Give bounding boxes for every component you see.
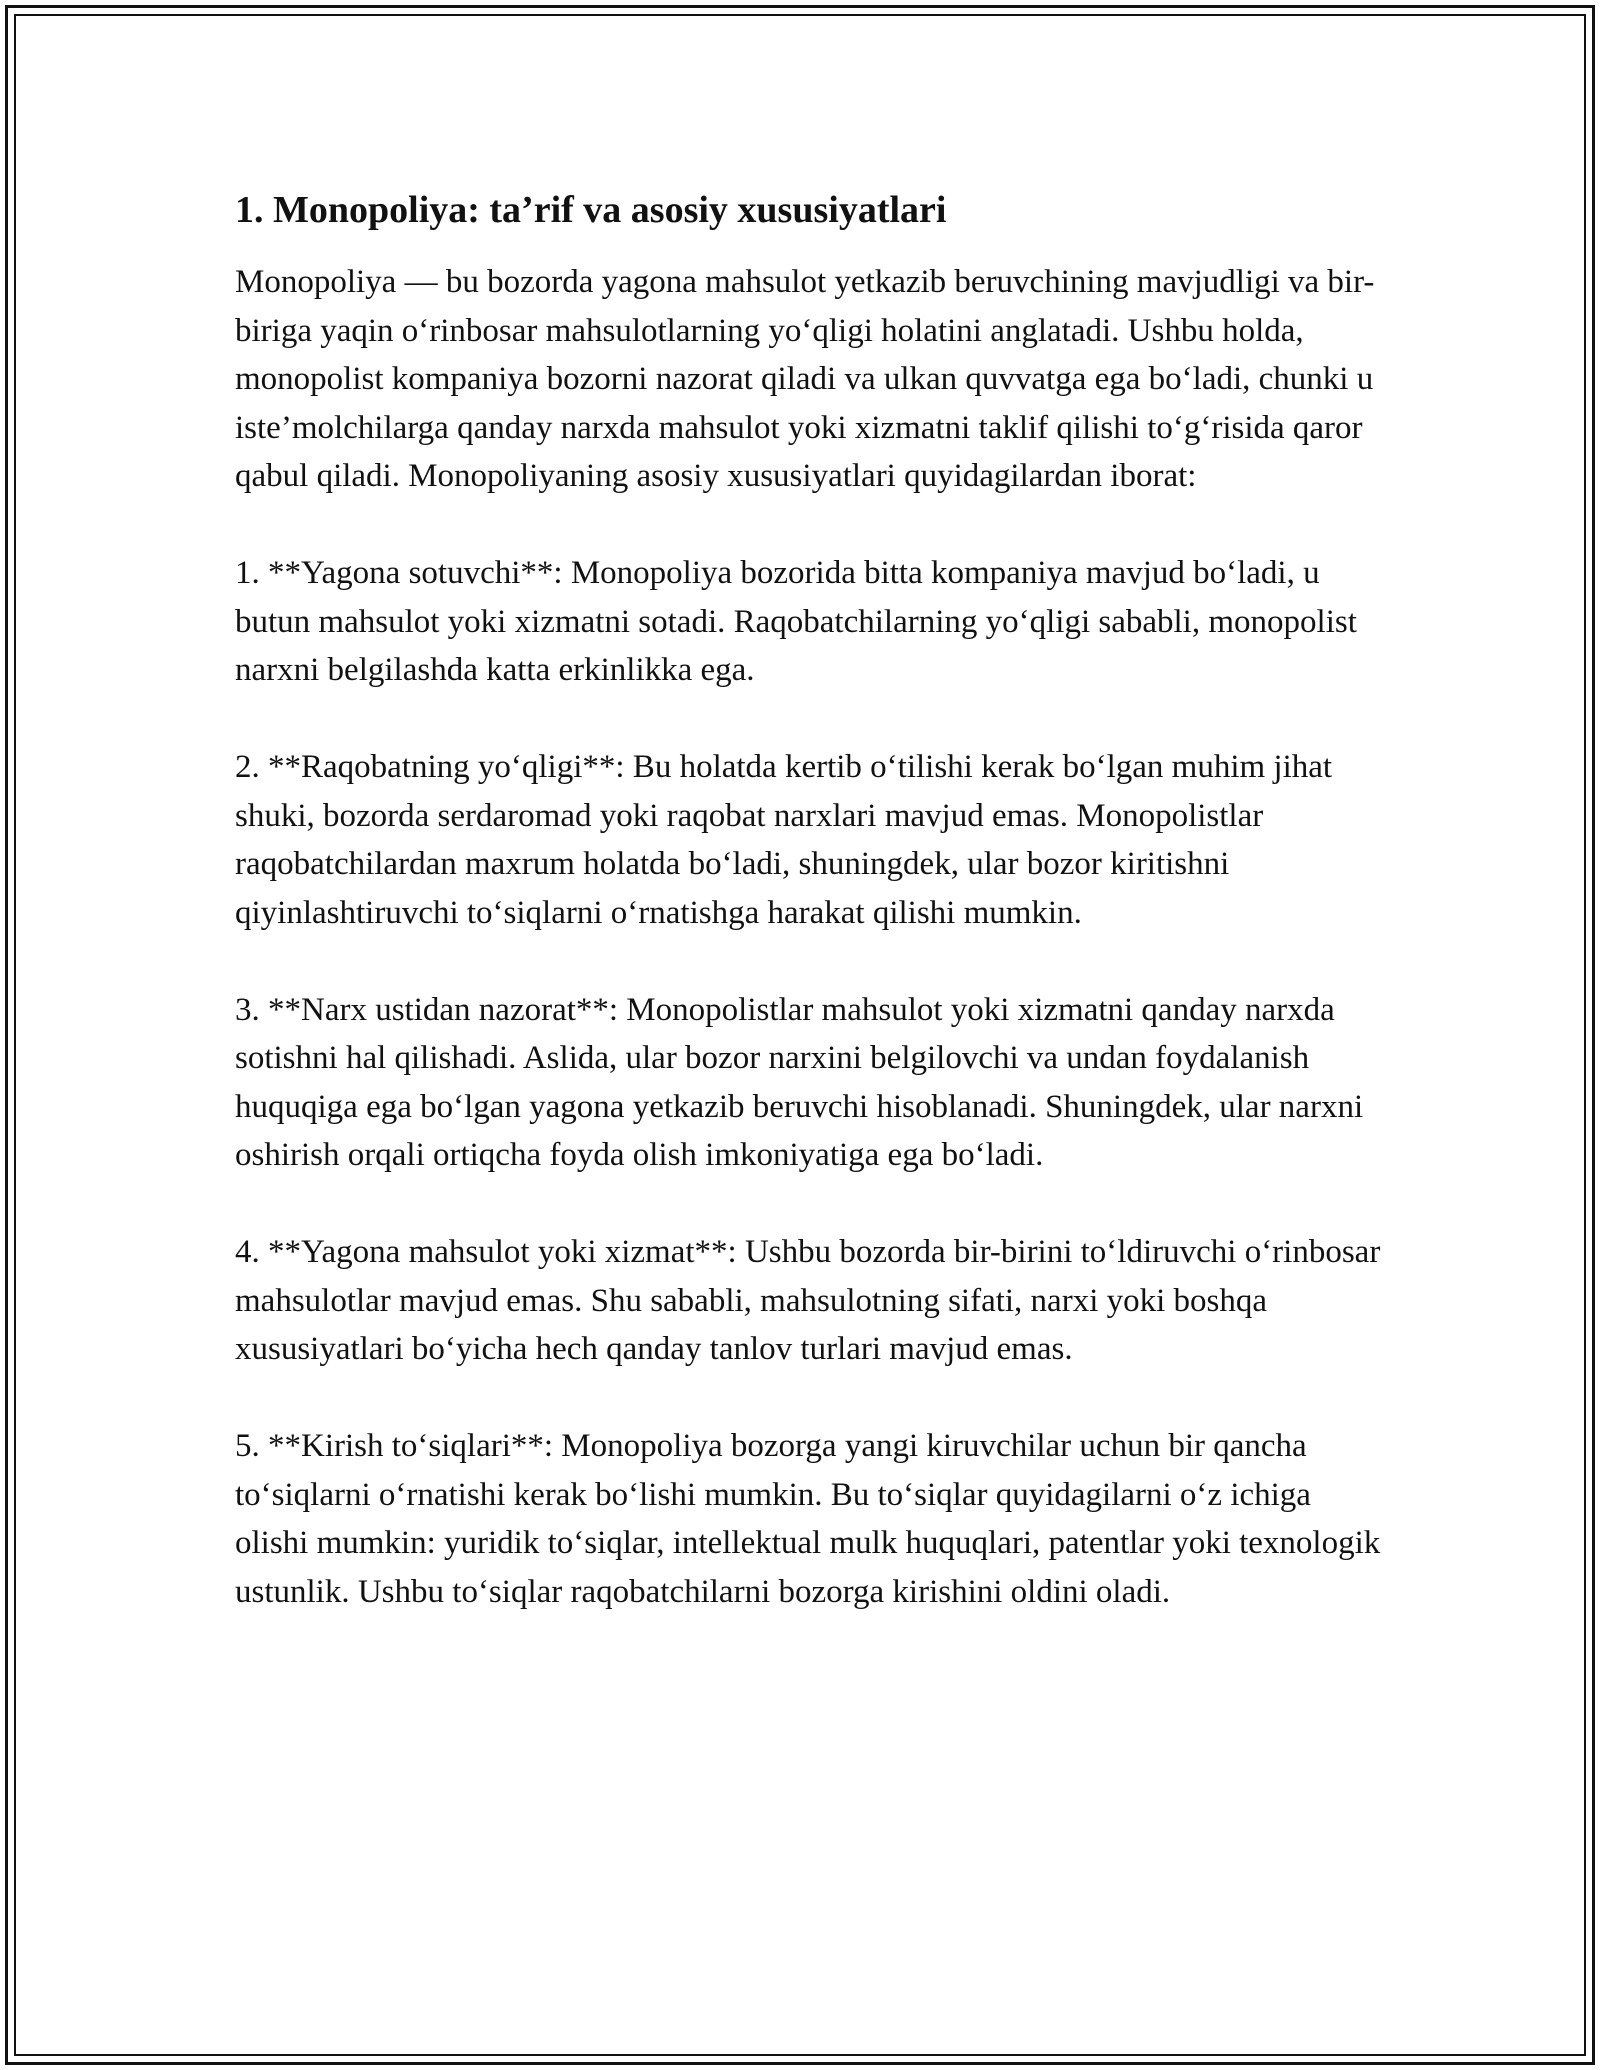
document-body	[235, 186, 1385, 1665]
list-item-single-seller: 1. **Yagona sotuvchi**: Monopoliya bozorida bitta kompaniya mavjud bo‘ladi, u butun mahsulot yoki xizmatni sotadi. Raqobatchilarning yo‘qligi sababli, monopolist narxni belgilashda katta erkinlikka ega.	[235, 555, 1357, 688]
list-item-price-control: 3. **Narx ustidan nazorat**: Monopolistlar mahsulot yoki xizmatni qanday narxda sotishni hal qilishadi. Aslida, ular bozor narxini belgilovchi va undan foydalanish huquqiga ega bo‘lgan yagona yetkazib beruvchi hisoblanadi. Shuningdek, ular narxni oshirish orqali ortiqcha foyda olish imkoniyatiga ega bo‘ladi.	[235, 991, 1364, 1173]
list-item-unique-product: 4. **Yagona mahsulot yoki xizmat**: Ushbu bozorda bir-birini to‘ldiruvchi o‘rinbosar mahsulotlar mavjud emas. Shu sababli, mahsulotning sifati, narxi yoki boshqa xususiyatlari bo‘yicha hech qanday tanlov turlari mavjud emas.	[235, 1234, 1381, 1367]
section-heading: 1. Monopoliya: ta’rif va asosiy xususiyatlari	[235, 189, 947, 231]
list-item-no-competition: 2. **Raqobatning yo‘qligi**: Bu holatda kertib o‘tilishi kerak bo‘lgan muhim jihat shuki, bozorda serdaromad yoki raqobat narxlari mavjud emas. Monopolistlar raqobatchilardan maxrum holatda bo‘ladi, shuningdek, ular bozor kiritishni qiyinlashtiruvchi to‘siqlarni o‘rnatishga harakat qilishi mumkin.	[235, 749, 1333, 931]
intro-paragraph: Monopoliya — bu bozorda yagona mahsulot yetkazib beruvchining mavjudligi va bir-biriga yaqin o‘rinbosar mahsulotlarning yo‘qligi holatini anglatadi. Ushbu holda, monopolist kompaniya bozorni nazorat qiladi va ulkan quvvatga ega bo‘ladi, chunki u iste’molchilarga qanday narxda mahsulot yoki xizmatni taklif qilishi to‘g‘risida qaror qabul qiladi. Monopoliyaning asosiy xususiyatlari quyidagilardan iborat:	[235, 264, 1375, 494]
list-item-entry-barriers: 5. **Kirish to‘siqlari**: Monopoliya bozorga yangi kiruvchilar uchun bir qancha to‘siqlarni o‘rnatishi kerak bo‘lishi mumkin. Bu to‘siqlar quyidagilarni o‘z ichiga olishi mumkin: yuridik to‘siqlar, intellektual mulk huquqlari, patentlar yoki texnologik ustunlik. Ushbu to‘siqlar raqobatchilarni bozorga kirishini oldini oladi.	[235, 1428, 1381, 1610]
